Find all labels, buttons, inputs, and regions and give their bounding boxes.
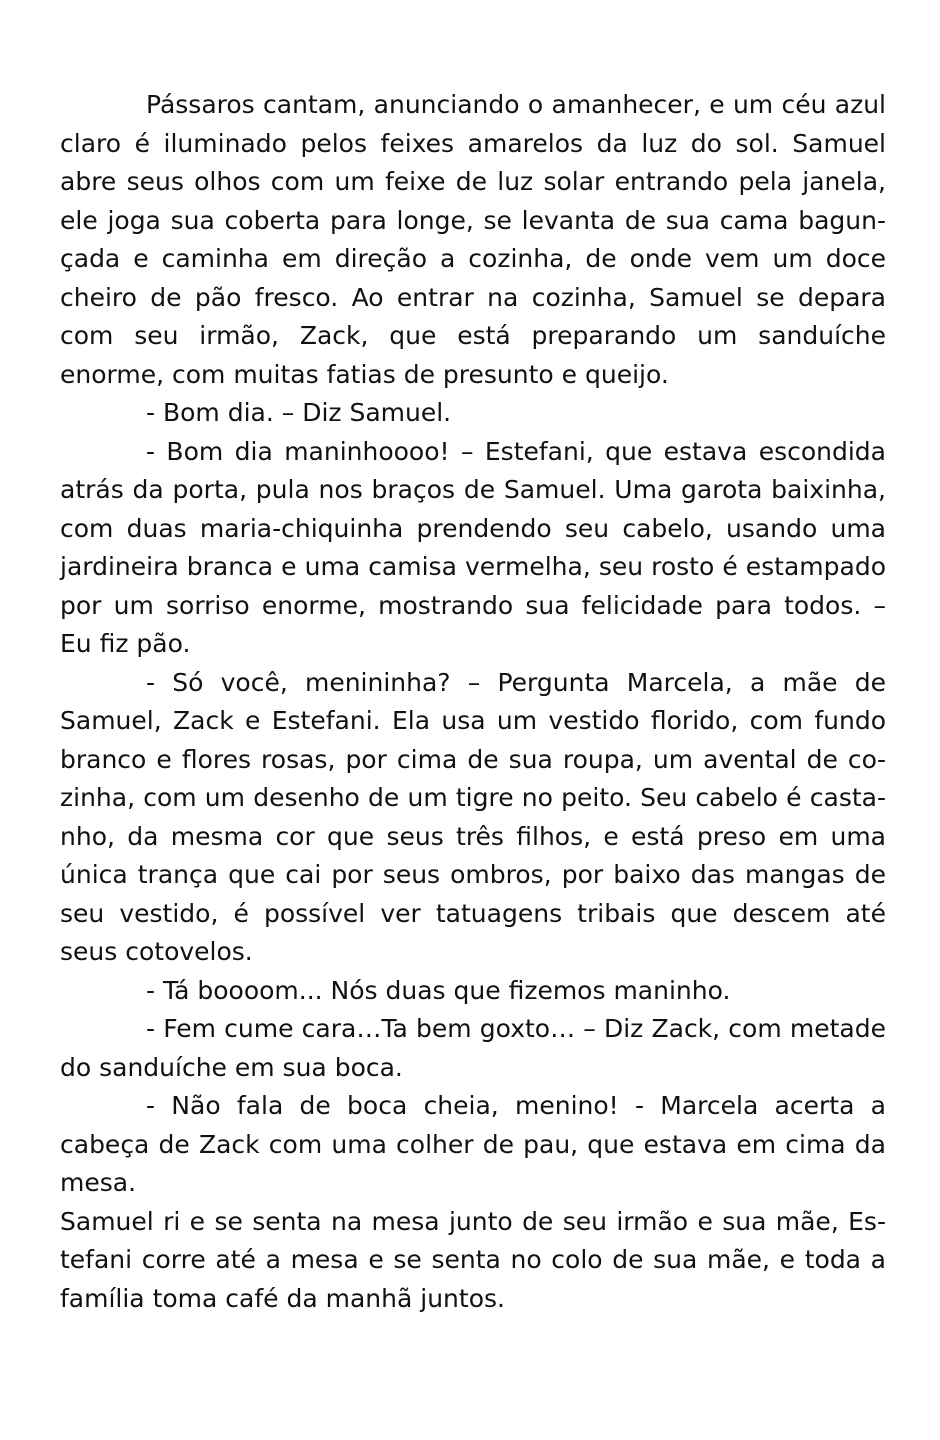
paragraph-zack-speech: - Fem cume cara…Ta bem goxto… – Diz Zack, com metade do sanduíche em sua boca. [60,1014,886,1082]
document-page [60,86,886,1318]
paragraph-morning-scene: Pássaros cantam, anunciando o amanhecer, e um céu azul claro é iluminado pelos feixes amarelos da luz do sol. Samuel abre seus olhos com um feixe de luz solar entrando pela janela, ele joga sua coberta para longe, se levanta de sua cama bagunçada e caminha em direção a cozinha, de onde vem um doce cheiro de pão fresco. Ao entrar na cozinha, Samuel se depara com seu irmão, Zack, que está preparando um sanduíche enorme, com muitas fatias de presunto e queijo. [60,90,886,389]
paragraph-samuel-greeting: - Bom dia. – Diz Samuel. [146,398,452,427]
paragraph-marcela-question: - Só você, menininha? – Pergunta Marcela, a mãe de Samuel, Zack e Estefani. Ela usa um vestido florido, com fundo branco e flores rosas, por cima de sua roupa, um avental de cozinha, com um desenho de um tigre no peito. Seu cabelo é castanho, da mesma cor que seus três filhos, e está preso em uma única trança que cai por seus ombros, por baixo das mangas de seu vestido, é possível ver tatuagens tribais que descem até seus cotovelos. [60,667,886,966]
paragraph-estefani-reply: - Tá boooom... Nós duas que fizemos maninho. [146,975,731,1005]
paragraph-estefani-greeting: - Bom dia maninhoooo! – Estefani, que estava escondida atrás da porta, pula nos braços de Samuel. Uma garota baixinha, com duas maria-chiquinha prendendo seu cabelo, usando uma jardineira branca e uma camisa vermelha, seu rosto é estampado por um sorriso enorme, mostrando sua felicidade para todos. – Eu fiz pão. [60,436,886,658]
paragraph-marcela-scold: - Não fala de boca cheia, menino! - Marcela acerta a cabeça de Zack com uma colher de pau, que estava em cima da mesa. [60,1091,886,1197]
paragraph-family-breakfast: Samuel ri e se senta na mesa junto de seu irmão e sua mãe, Estefani corre até a mesa e se senta no colo de sua mãe, e toda a família toma café da manhã juntos. [60,1206,886,1313]
